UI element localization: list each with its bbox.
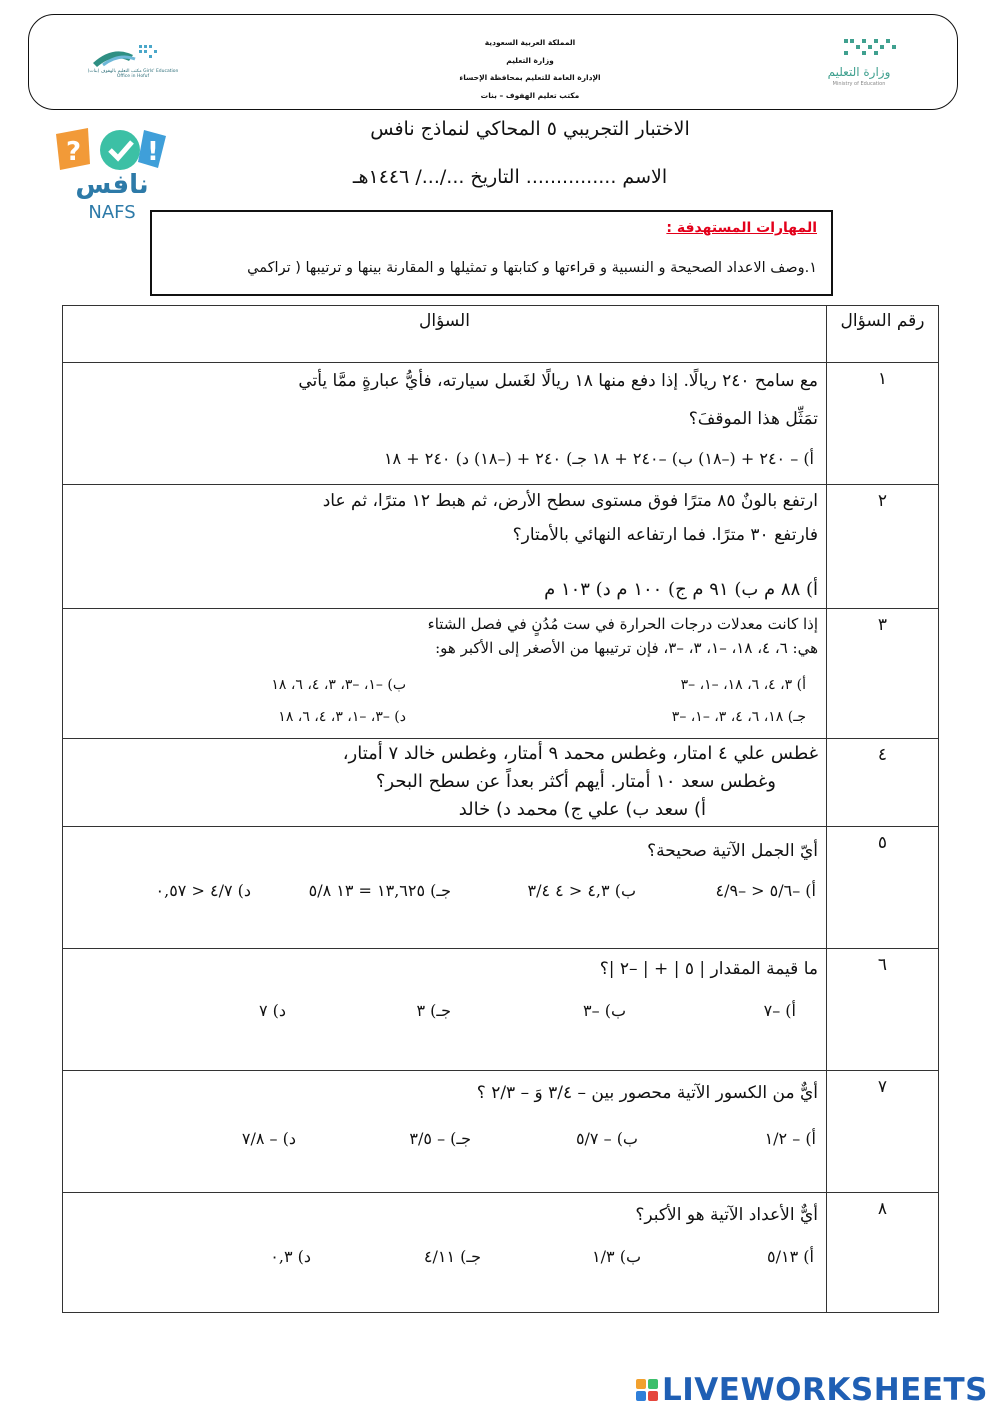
- question-number: ٣: [827, 609, 939, 739]
- table-row: [63, 739, 939, 827]
- table-row: [63, 1193, 939, 1313]
- table-row: [63, 363, 939, 485]
- q3-option-a[interactable]: أ) ٣، ٤، ٦، ١٨، –١، –٣: [680, 677, 806, 693]
- q5-option-d[interactable]: د) ٤/٧ < ٠,٥٧: [155, 881, 251, 900]
- question-cell-4: [63, 739, 827, 827]
- svg-text:!: !: [147, 137, 159, 167]
- q8-option-c[interactable]: جـ) ٤/١١: [423, 1247, 481, 1266]
- q2-line-1: ارتفع بالونٌ ٨٥ مترًا فوق مستوى سطح الأرض، ثم هبط ١٢ مترًا، ثم عاد: [322, 491, 818, 511]
- q6-line-1: ما قيمة المقدار | ٥ | + | –٢ |؟: [599, 959, 818, 979]
- question-number: ٤: [827, 739, 939, 827]
- questions-table: [62, 305, 939, 1313]
- question-cell-1: [63, 363, 827, 485]
- q6-option-d[interactable]: د) ٧: [258, 1001, 286, 1020]
- q6-option-b[interactable]: ب) –٣: [583, 1001, 626, 1020]
- q7-option-d[interactable]: د) – ٧/٨: [241, 1129, 296, 1148]
- page-title: الاختبار التجريبي ٥ المحاكي لنماذج نافس: [370, 118, 690, 140]
- q8-option-a[interactable]: أ) ٥/١٣: [767, 1247, 814, 1266]
- ministry-logo-sub: Ministry of Education: [832, 81, 886, 87]
- table-row: [63, 485, 939, 609]
- skills-text: ١.وصف الاعداد الصحيحة و النسبية و قراءتها و كتابتها و تمثيلها و المقارنة بينها و ترتيبها ( تراكمي: [247, 260, 817, 276]
- liveworksheets-text: LIVEWORKSHEETS: [662, 1372, 988, 1408]
- ministry-logo-text: وزارة التعليم: [827, 65, 891, 79]
- q7-option-a[interactable]: أ) – ١/٢: [764, 1129, 816, 1148]
- q1-line-2: تمَثِّل هذا الموقفَ؟: [688, 409, 818, 429]
- question-number: ٢: [827, 485, 939, 609]
- ministry-logo: [814, 37, 904, 87]
- question-cell-5: [63, 827, 827, 949]
- q3-line-1: إذا كانت معدلات درجات الحرارة في ست مُدُنٍ في فصل الشتاء: [427, 615, 818, 633]
- header-line-office: مكتب تعليم الهفوف – بنات: [480, 90, 580, 100]
- skills-box: [150, 210, 833, 296]
- q5-option-b[interactable]: ب) ٤,٣ < ٤ ٣/٤: [527, 881, 636, 900]
- header-box: [28, 14, 958, 110]
- q4-options[interactable]: أ) سعد ب) علي ج) محمد د) خالد: [458, 799, 706, 820]
- q2-line-2: فارتفع ٣٠ مترًا. فما ارتفاعه النهائي بالأمتار؟: [512, 525, 818, 545]
- table-row: [63, 827, 939, 949]
- q3-option-b[interactable]: ب) –١، –٣، ٣، ٤، ٦، ١٨: [271, 677, 406, 693]
- q8-option-d[interactable]: د) ٠,٣: [270, 1247, 311, 1266]
- nafs-logo-en: NAFS: [88, 202, 136, 223]
- q1-line-1: مع سامح ٢٤٠ ريالًا. إذا دفع منها ١٨ ريالًا لغَسل سيارته، فأيُّ عبارةٍ ممَّا يأتي: [298, 371, 818, 391]
- question-cell-7: [63, 1071, 827, 1193]
- question-cell-8: [63, 1193, 827, 1313]
- q5-option-c[interactable]: جـ) ١٣,٦٢٥ = ١٣ ٥/٨: [308, 881, 451, 900]
- question-cell-6: [63, 949, 827, 1071]
- q3-option-c[interactable]: جـ) ١٨، ٦، ٤، ٣، –١، –٣: [671, 709, 806, 725]
- table-row: [63, 949, 939, 1071]
- q2-options[interactable]: أ) ٨٨ م ب) ٩١ م ج) ١٠٠ م د) ١٠٣ م: [544, 579, 818, 600]
- svg-text:?: ?: [66, 137, 82, 167]
- q3-option-d[interactable]: د) –٣، –١، ٣، ٤، ٦، ١٨: [278, 709, 406, 725]
- question-number: ٨: [827, 1193, 939, 1313]
- q6-option-a[interactable]: أ) –٧: [763, 1001, 796, 1020]
- table-row: [63, 1071, 939, 1193]
- liveworksheets-logo[interactable]: [636, 1372, 988, 1408]
- header-line-kingdom: المملكة العربية السعودية: [484, 38, 576, 47]
- question-number: ٧: [827, 1071, 939, 1193]
- q1-options[interactable]: أ) – ٢٤٠ + (–١٨) ب) –٢٤٠ + ١٨ جـ) ٢٤٠ + (–١٨) د) ٢٤٠ + ١٨: [383, 449, 814, 468]
- q5-line-1: أيّ الجمل الآتية صحيحة؟: [647, 841, 818, 861]
- q4-line-2: وغطس سعد ١٠ أمتار. أيهم أكثر بعداً عن سطح البحر؟: [375, 771, 776, 792]
- q4-line-1: غطس علي ٤ امتار، وغطس محمد ٩ أمتار، وغطس خالد ٧ أمتار،: [342, 743, 818, 764]
- liveworksheets-icon: [636, 1379, 658, 1401]
- table-header-row: [63, 306, 939, 363]
- q3-line-2: هي: ٦، ٤، ١٨، –١، ٣، –٣، فإن ترتيبها من الأصغر إلى الأكبر هو:: [435, 639, 818, 657]
- q7-option-c[interactable]: جـ) – ٣/٥: [409, 1129, 471, 1148]
- q7-line-1: أيٌّ من الكسور الآتية محصور بين – ٣/٤ وَ – ٢/٣ ؟: [476, 1083, 818, 1103]
- question-number: ٦: [827, 949, 939, 1071]
- table-row: [63, 609, 939, 739]
- col-number-header: رقم السؤال: [827, 306, 939, 363]
- question-number: ١: [827, 363, 939, 485]
- q6-option-c[interactable]: جـ) ٣: [416, 1001, 451, 1020]
- name-date-line: الاسم ............... التاريخ .../.../ ١٤٤٦هـ: [352, 166, 668, 188]
- question-number: ٥: [827, 827, 939, 949]
- header-lines: [380, 34, 680, 104]
- question-cell-3: [63, 609, 827, 739]
- skills-title: المهارات المستهدفة :: [666, 220, 817, 236]
- education-office-logo: [83, 37, 179, 85]
- q7-option-b[interactable]: ب) – ٥/٧: [575, 1129, 638, 1148]
- q8-option-b[interactable]: ب) ١/٣: [592, 1247, 641, 1266]
- question-cell-2: [63, 485, 827, 609]
- header-line-ministry: وزارة التعليم: [506, 55, 554, 65]
- col-question-header: السؤال: [63, 306, 827, 363]
- nafs-logo-ar: نافس: [75, 170, 149, 200]
- education-office-caption: مكتب التعليم بالهفوف (بنات) Girls' Education Office in Hofuf: [87, 69, 179, 79]
- q5-option-a[interactable]: أ) –٥/٦ < –٤/٩: [715, 881, 816, 900]
- header-line-admin: الإدارة العامة للتعليم بمحافظة الإحساء: [459, 73, 601, 82]
- q8-line-1: أيٌّ الأعداد الآتية هو الأكبر؟: [635, 1205, 818, 1225]
